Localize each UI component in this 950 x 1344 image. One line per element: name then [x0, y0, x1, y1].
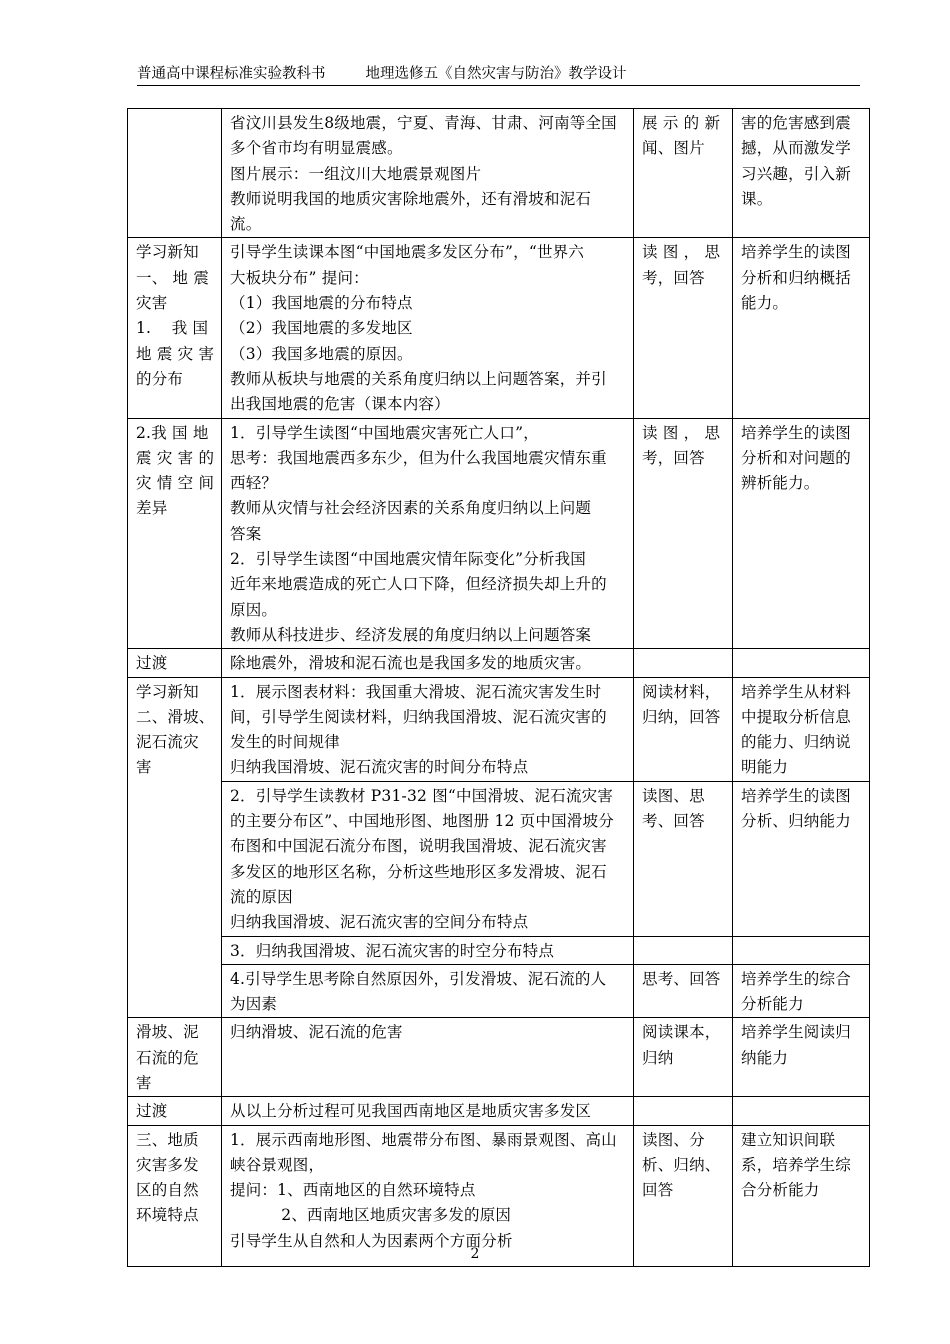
cell-text-line: 建立知识间联 — [741, 1130, 836, 1149]
cell-text-line: 区的自然 — [136, 1181, 199, 1200]
cell-text-line: 提问：1、西南地区的自然环境特点 — [230, 1181, 476, 1200]
cell-text-line: 间，引导学生阅读材料，归纳我国滑坡、泥石流灾害的 — [230, 707, 607, 726]
design-intent-cell — [733, 1097, 870, 1125]
stage-cell — [128, 238, 222, 418]
teacher-activity-cell — [222, 649, 634, 677]
cell-text-line: 考，回答 — [642, 268, 705, 287]
student-activity-cell — [634, 677, 733, 781]
cell-text-line: 流。 — [230, 215, 262, 234]
cell-text-line: 1．引导学生读图“中国地震灾害死亡人口”， — [230, 423, 539, 442]
lesson-plan-table — [127, 108, 870, 1267]
cell-text-line: 害 — [136, 1073, 152, 1092]
table-row — [128, 1097, 870, 1125]
cell-text-line: 一、 地 震 — [136, 268, 210, 287]
table-row — [128, 1018, 870, 1097]
cell-text-line: 阅读课本， — [642, 1023, 721, 1042]
cell-text-line: 教师从灾情与社会经济因素的关系角度归纳以上问题 — [230, 499, 592, 518]
student-activity-cell — [634, 936, 733, 964]
teacher-activity-cell — [222, 964, 634, 1018]
cell-text-line: 归纳滑坡、泥石流的危害 — [230, 1023, 403, 1042]
cell-text-line: 思考：我国地震西多东少，但为什么我国地震灾情东重 — [230, 448, 607, 467]
cell-text-line: （2）我国地震的多发地区 — [230, 319, 413, 338]
cell-text-line: 能力。 — [741, 294, 789, 313]
design-intent-cell — [733, 238, 870, 418]
cell-text-line: 过渡 — [136, 654, 168, 673]
cell-text-line: 滑坡、泥 — [136, 1023, 199, 1042]
cell-text-line: 灾害 — [136, 294, 168, 313]
cell-text-line: 差异 — [136, 499, 168, 518]
design-intent-cell — [733, 1125, 870, 1266]
cell-text-line: 的能力、归纳说 — [741, 733, 851, 752]
cell-text-line: 震 灾 害 的 — [136, 448, 215, 467]
table-row — [128, 677, 870, 781]
cell-text-line: 引导学生读课本图“中国地震多发区分布”，“世界六 — [230, 243, 585, 262]
stage-cell — [128, 1125, 222, 1266]
stage-cell — [128, 1097, 222, 1125]
cell-text-line: 辨析能力。 — [741, 474, 820, 493]
design-intent-cell — [733, 677, 870, 781]
table-row — [128, 964, 870, 1018]
cell-text-line: 培养学生的读图 — [741, 423, 851, 442]
cell-text-line: 原因。 — [230, 600, 278, 619]
cell-text-line: 布图和中国泥石流分布图，说明我国滑坡、泥石流灾害 — [230, 837, 607, 856]
cell-text-line: 教师从科技进步、经济发展的角度归纳以上问题答案 — [230, 625, 592, 644]
table-row — [128, 649, 870, 677]
cell-text-line: 灾 情 空 间 — [136, 474, 215, 493]
cell-text-line: 读图、分 — [642, 1130, 705, 1149]
cell-text-line: 3．归纳我国滑坡、泥石流灾害的时空分布特点 — [230, 941, 555, 960]
cell-text-line: 的主要分布区”、中国地形图、地图册 12 页中国滑坡分 — [230, 812, 614, 831]
cell-text-line: 灾害多发 — [136, 1155, 199, 1174]
table-row — [128, 109, 870, 238]
cell-text-line: 析、归纳、 — [642, 1155, 721, 1174]
cell-text-line: 课。 — [741, 189, 773, 208]
cell-text-line: 省汶川县发生8级地震，宁夏、青海、甘肃、河南等全国 — [230, 114, 617, 132]
cell-text-line: 1. 我 国 — [136, 319, 209, 338]
cell-text-line: 培养学生的读图 — [741, 786, 851, 805]
cell-text-line: 中提取分析信息 — [741, 707, 851, 726]
header-book-title: 普通高中课程标准实验教科书 — [137, 66, 326, 82]
cell-text-line: 的分布 — [136, 369, 184, 388]
cell-text-line: 明能力 — [741, 758, 789, 777]
design-intent-cell — [733, 418, 870, 649]
cell-text-line: 读 图 ， 思 — [642, 423, 721, 442]
cell-text-line: 西轻？ — [230, 474, 278, 493]
teacher-activity-cell — [222, 1097, 634, 1125]
cell-text-line: 2．引导学生读图“中国地震灾情年际变化”分析我国 — [230, 550, 587, 569]
student-activity-cell — [634, 109, 733, 238]
page-number: 2 — [470, 1246, 480, 1262]
cell-text-line: 分析和对问题的 — [741, 448, 851, 467]
cell-text-line: 多个省市均有明显震感。 — [230, 139, 403, 158]
cell-text-line: 引导学生从自然和人为因素两个方面分析 — [230, 1231, 513, 1250]
cell-text-line: 分析和归纳概括 — [741, 268, 851, 287]
teacher-activity-cell — [222, 781, 634, 936]
cell-text-line: 流的原因 — [230, 887, 293, 906]
table-row — [128, 238, 870, 418]
teacher-activity-cell — [222, 1018, 634, 1097]
teacher-activity-cell — [222, 677, 634, 781]
cell-text-line: 出我国地震的危害（课本内容） — [230, 395, 450, 414]
table-row — [128, 418, 870, 649]
header-course-title: 地理选修五《自然灾害与防治》教学设计 — [365, 66, 627, 82]
cell-text-line: 归纳 — [642, 1048, 674, 1067]
table-row — [128, 781, 870, 936]
design-intent-cell — [733, 781, 870, 936]
cell-text-line: 三、地质 — [136, 1130, 199, 1149]
cell-text-line: 2．引导学生读教材 P31-32 图“中国滑坡、泥石流灾害 — [230, 786, 614, 805]
cell-text-line: （1）我国地震的分布特点 — [230, 294, 413, 313]
cell-text-line: 系，培养学生综 — [741, 1155, 851, 1174]
table-row — [128, 936, 870, 964]
cell-text-line: 2.我 国 地 — [136, 423, 209, 442]
stage-cell — [128, 649, 222, 677]
teacher-activity-cell — [222, 109, 634, 238]
cell-text-line: 闻、图片 — [642, 139, 705, 158]
design-intent-cell — [733, 109, 870, 238]
cell-text-line: （3）我国多地震的原因。 — [230, 344, 413, 363]
teacher-activity-cell — [222, 418, 634, 649]
student-activity-cell — [634, 781, 733, 936]
student-activity-cell — [634, 649, 733, 677]
cell-text-line: 培养学生从材料 — [741, 682, 851, 701]
cell-text-line: 4.引导学生思考除自然原因外，引发滑坡、泥石流的人 — [230, 969, 607, 988]
teacher-activity-cell — [222, 936, 634, 964]
student-activity-cell — [634, 418, 733, 649]
header-rule — [137, 85, 860, 86]
cell-text-line: 培养学生阅读归 — [741, 1023, 851, 1042]
cell-text-line: 教师说明我国的地质灾害除地震外，还有滑坡和泥石 — [230, 189, 592, 208]
cell-text-line: 分析、归纳能力 — [741, 812, 851, 831]
student-activity-cell — [634, 1018, 733, 1097]
cell-text-line: 近年来地震造成的死亡人口下降，但经济损失却上升的 — [230, 575, 607, 594]
student-activity-cell — [634, 1125, 733, 1266]
cell-text-line: 合分析能力 — [741, 1181, 820, 1200]
cell-text-line: 环境特点 — [136, 1206, 199, 1225]
teacher-activity-cell — [222, 238, 634, 418]
cell-text-line: 害 — [136, 758, 152, 777]
cell-text-line: 二、滑坡、 — [136, 707, 215, 726]
cell-text-line: 归纳，回答 — [642, 707, 721, 726]
cell-text-line: 1．展示西南地形图、地震带分布图、暴雨景观图、高山 — [230, 1130, 617, 1149]
cell-text-line: 考，回答 — [642, 448, 705, 467]
cell-text-line: 大板块分布” 提问： — [230, 268, 369, 287]
teacher-activity-cell — [222, 1125, 634, 1266]
cell-text-line: 为因素 — [230, 995, 278, 1014]
cell-text-line: 学习新知 — [136, 243, 199, 262]
cell-text-line: 学习新知 — [136, 682, 199, 701]
design-intent-cell — [733, 964, 870, 1018]
cell-text-line: 思考、回答 — [642, 969, 721, 988]
stage-cell — [128, 1018, 222, 1097]
cell-text-line: 阅读材料， — [642, 682, 721, 701]
stage-cell — [128, 418, 222, 649]
cell-text-line: 读图、思 — [642, 786, 705, 805]
cell-text-line: 从以上分析过程可见我国西南地区是地质灾害多发区 — [230, 1102, 592, 1121]
cell-text-line: 教师从板块与地震的关系角度归纳以上问题答案，并引 — [230, 369, 607, 388]
student-activity-cell — [634, 1097, 733, 1125]
cell-text-line: 图片展示：一组汶川大地震景观图片 — [230, 164, 482, 183]
page-header — [137, 64, 860, 86]
cell-text-line: 多发区的地形区名称，分析这些地形区多发滑坡、泥石 — [230, 862, 607, 881]
design-intent-cell — [733, 1018, 870, 1097]
cell-text-line: 2、西南地区地质灾害多发的原因 — [230, 1206, 512, 1225]
stage-cell — [128, 109, 222, 238]
cell-text-line: 发生的时间规律 — [230, 733, 340, 752]
cell-text-line: 地 震 灾 害 — [136, 344, 215, 363]
cell-text-line: 培养学生的综合 — [741, 969, 851, 988]
cell-text-line: 1．展示图表材料：我国重大滑坡、泥石流灾害发生时 — [230, 682, 602, 701]
cell-text-line: 考、回答 — [642, 812, 705, 831]
cell-text-line: 培养学生的读图 — [741, 243, 851, 262]
cell-text-line: 习兴趣，引入新 — [741, 164, 851, 183]
cell-text-line: 回答 — [642, 1181, 674, 1200]
cell-text-line: 过渡 — [136, 1102, 168, 1121]
student-activity-cell — [634, 238, 733, 418]
cell-text-line: 石流的危 — [136, 1048, 199, 1067]
cell-text-line: 害的危害感到震 — [741, 114, 851, 132]
cell-text-line: 归纳我国滑坡、泥石流灾害的时间分布特点 — [230, 758, 529, 777]
cell-text-line: 读 图 ， 思 — [642, 243, 721, 262]
table-row — [128, 1125, 870, 1266]
cell-text-line: 展 示 的 新 — [642, 114, 721, 132]
cell-text-line: 纳能力 — [741, 1048, 789, 1067]
stage-cell — [128, 677, 222, 1018]
cell-text-line: 峡谷景观图， — [230, 1155, 325, 1174]
design-intent-cell — [733, 649, 870, 677]
student-activity-cell — [634, 964, 733, 1018]
cell-text-line: 归纳我国滑坡、泥石流灾害的空间分布特点 — [230, 913, 529, 932]
design-intent-cell — [733, 936, 870, 964]
cell-text-line: 撼，从而激发学 — [741, 139, 851, 158]
cell-text-line: 泥石流灾 — [136, 733, 199, 752]
cell-text-line: 除地震外，滑坡和泥石流也是我国多发的地质灾害。 — [230, 654, 592, 673]
cell-text-line: 分析能力 — [741, 995, 804, 1014]
cell-text-line: 答案 — [230, 524, 262, 543]
